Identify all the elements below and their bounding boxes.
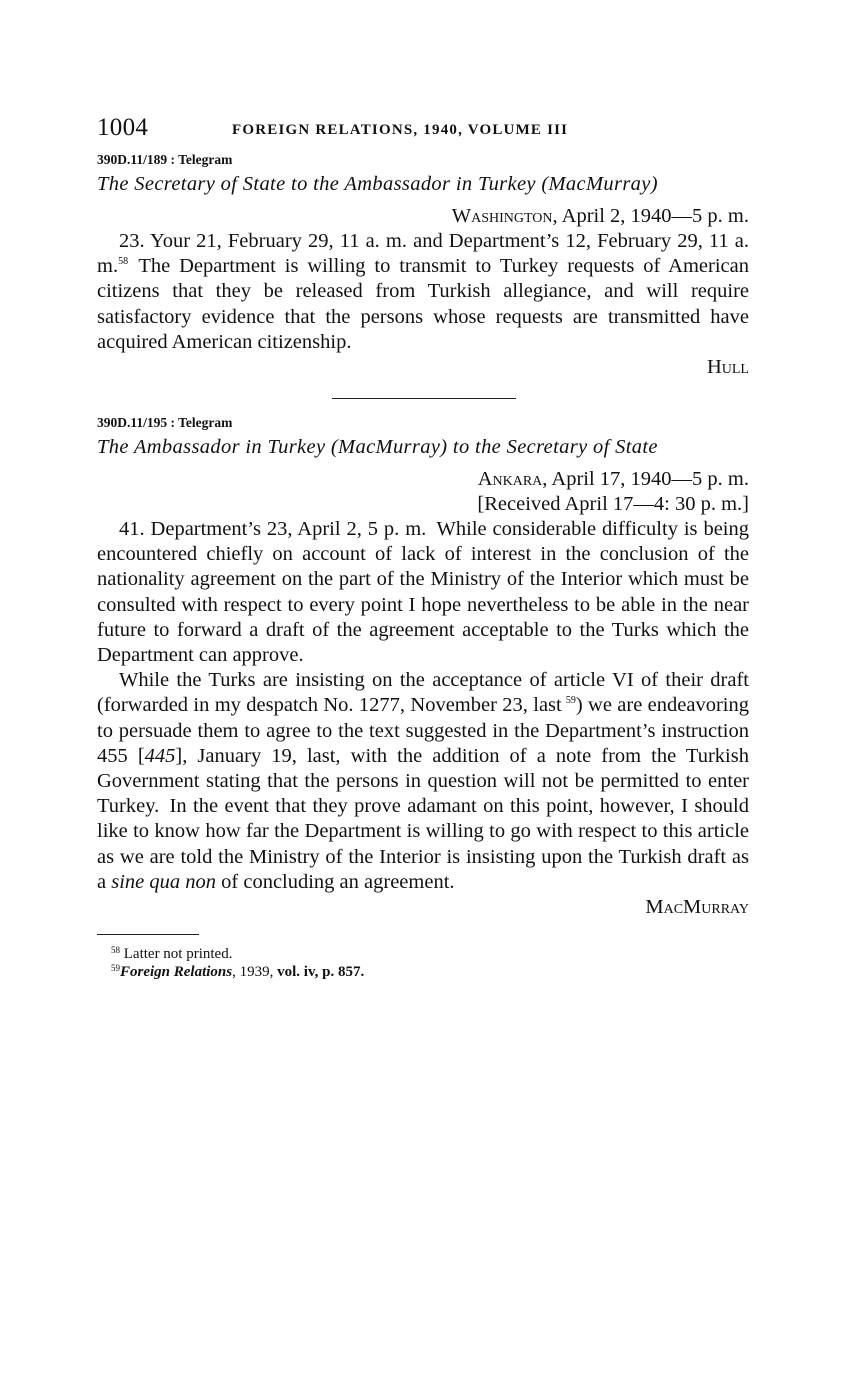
footnote-58 <box>111 945 749 963</box>
footnote-59 <box>111 963 749 981</box>
body-text: ) we are endeavoring to persuade them to agree to the text suggested in the Department’s instruction 455 [ <box>97 694 749 767</box>
file-reference: 390D.11/189 : Telegram <box>97 152 233 167</box>
received-line: [Received April 17—4: 30 p. m.] <box>477 493 749 516</box>
body-text: While the Turks are insisting on the acceptance of article VI of their draft (forwarded in my despatch No. 1277, November 23, last <box>97 669 749 717</box>
document-title: The Secretary of State to the Ambassador in Turkey (MacMurray) <box>97 173 658 195</box>
footnote-reference: 58 <box>118 256 129 268</box>
body-text: 23. Your 21, February 29, 11 a. m. and Department’s 12, February 29, 11 a. m. <box>97 230 749 278</box>
page-number: 1004 <box>97 114 149 141</box>
running-head <box>97 110 749 150</box>
footnote-mark: 58 <box>111 945 120 956</box>
running-head-title: FOREIGN RELATIONS, 1940, VOLUME III <box>232 122 569 138</box>
body-paragraph <box>97 668 749 895</box>
section-divider <box>332 398 516 399</box>
document-1 <box>97 150 749 380</box>
footnotes <box>111 945 749 981</box>
footnote-reference: 59 <box>565 695 576 707</box>
editorial-correction: 445 <box>144 744 176 767</box>
body-paragraph: 41. Department’s 23, April 2, 5 p. m. While considerable difficulty is being encountered chiefly on account of lack of interest in the conclusion of the nationality agreement on the part of the Ministry of the Interior which must be consulted with respect to every point I hope nevertheless to be able in the near future to forward a draft of the agreement acceptable to the Turks which the Department can approve. <box>97 518 749 667</box>
document-title: The Ambassador in Turkey (MacMurray) to the Secretary of State <box>97 436 658 459</box>
dateline-place: Washington, <box>451 205 558 227</box>
latin-phrase: sine qua non <box>111 870 217 893</box>
signature: MacMurray <box>645 896 749 919</box>
body-text: of concluding an agreement. <box>216 870 455 893</box>
body-text: ], January 19, last, with the addition of a note from the Turkish Government stating that the persons in question will not be permitted to enter Turkey. In the event that they prove adamant on this point, however, I should like to know how far the Department is willing to go with respect to this article as we are told the Ministry of the Interior is insisting upon the Turkish draft as a <box>97 744 749 893</box>
document-2 <box>97 413 749 920</box>
dateline <box>97 467 749 492</box>
document-page <box>97 110 749 981</box>
signature: Hull <box>706 356 749 379</box>
body-paragraph <box>97 229 749 355</box>
dateline <box>97 204 749 229</box>
footnote-mark: 59 <box>111 963 120 974</box>
dateline-date: April 17, 1940—5 p. m. <box>551 468 749 491</box>
dateline-date: April 2, 1940—5 p. m. <box>561 205 749 227</box>
dateline-place: Ankara, <box>477 468 548 491</box>
footnote-publication-title: Foreign Relations <box>120 964 233 981</box>
file-reference: 390D.11/195 : Telegram <box>97 415 233 431</box>
footnote-text: vol. iv, p. 857. <box>273 964 365 981</box>
footnote-divider <box>97 934 199 935</box>
footnote-year: , 1939, <box>232 964 274 981</box>
footnote-text: Latter not printed. <box>120 946 233 963</box>
body-text: The Department is willing to transmit to Turkey requests of American citizens that they be released from Turkish allegiance, and will require satisfactory evidence that the persons whose requests are transmitted have acquired American citizenship. <box>97 255 749 353</box>
